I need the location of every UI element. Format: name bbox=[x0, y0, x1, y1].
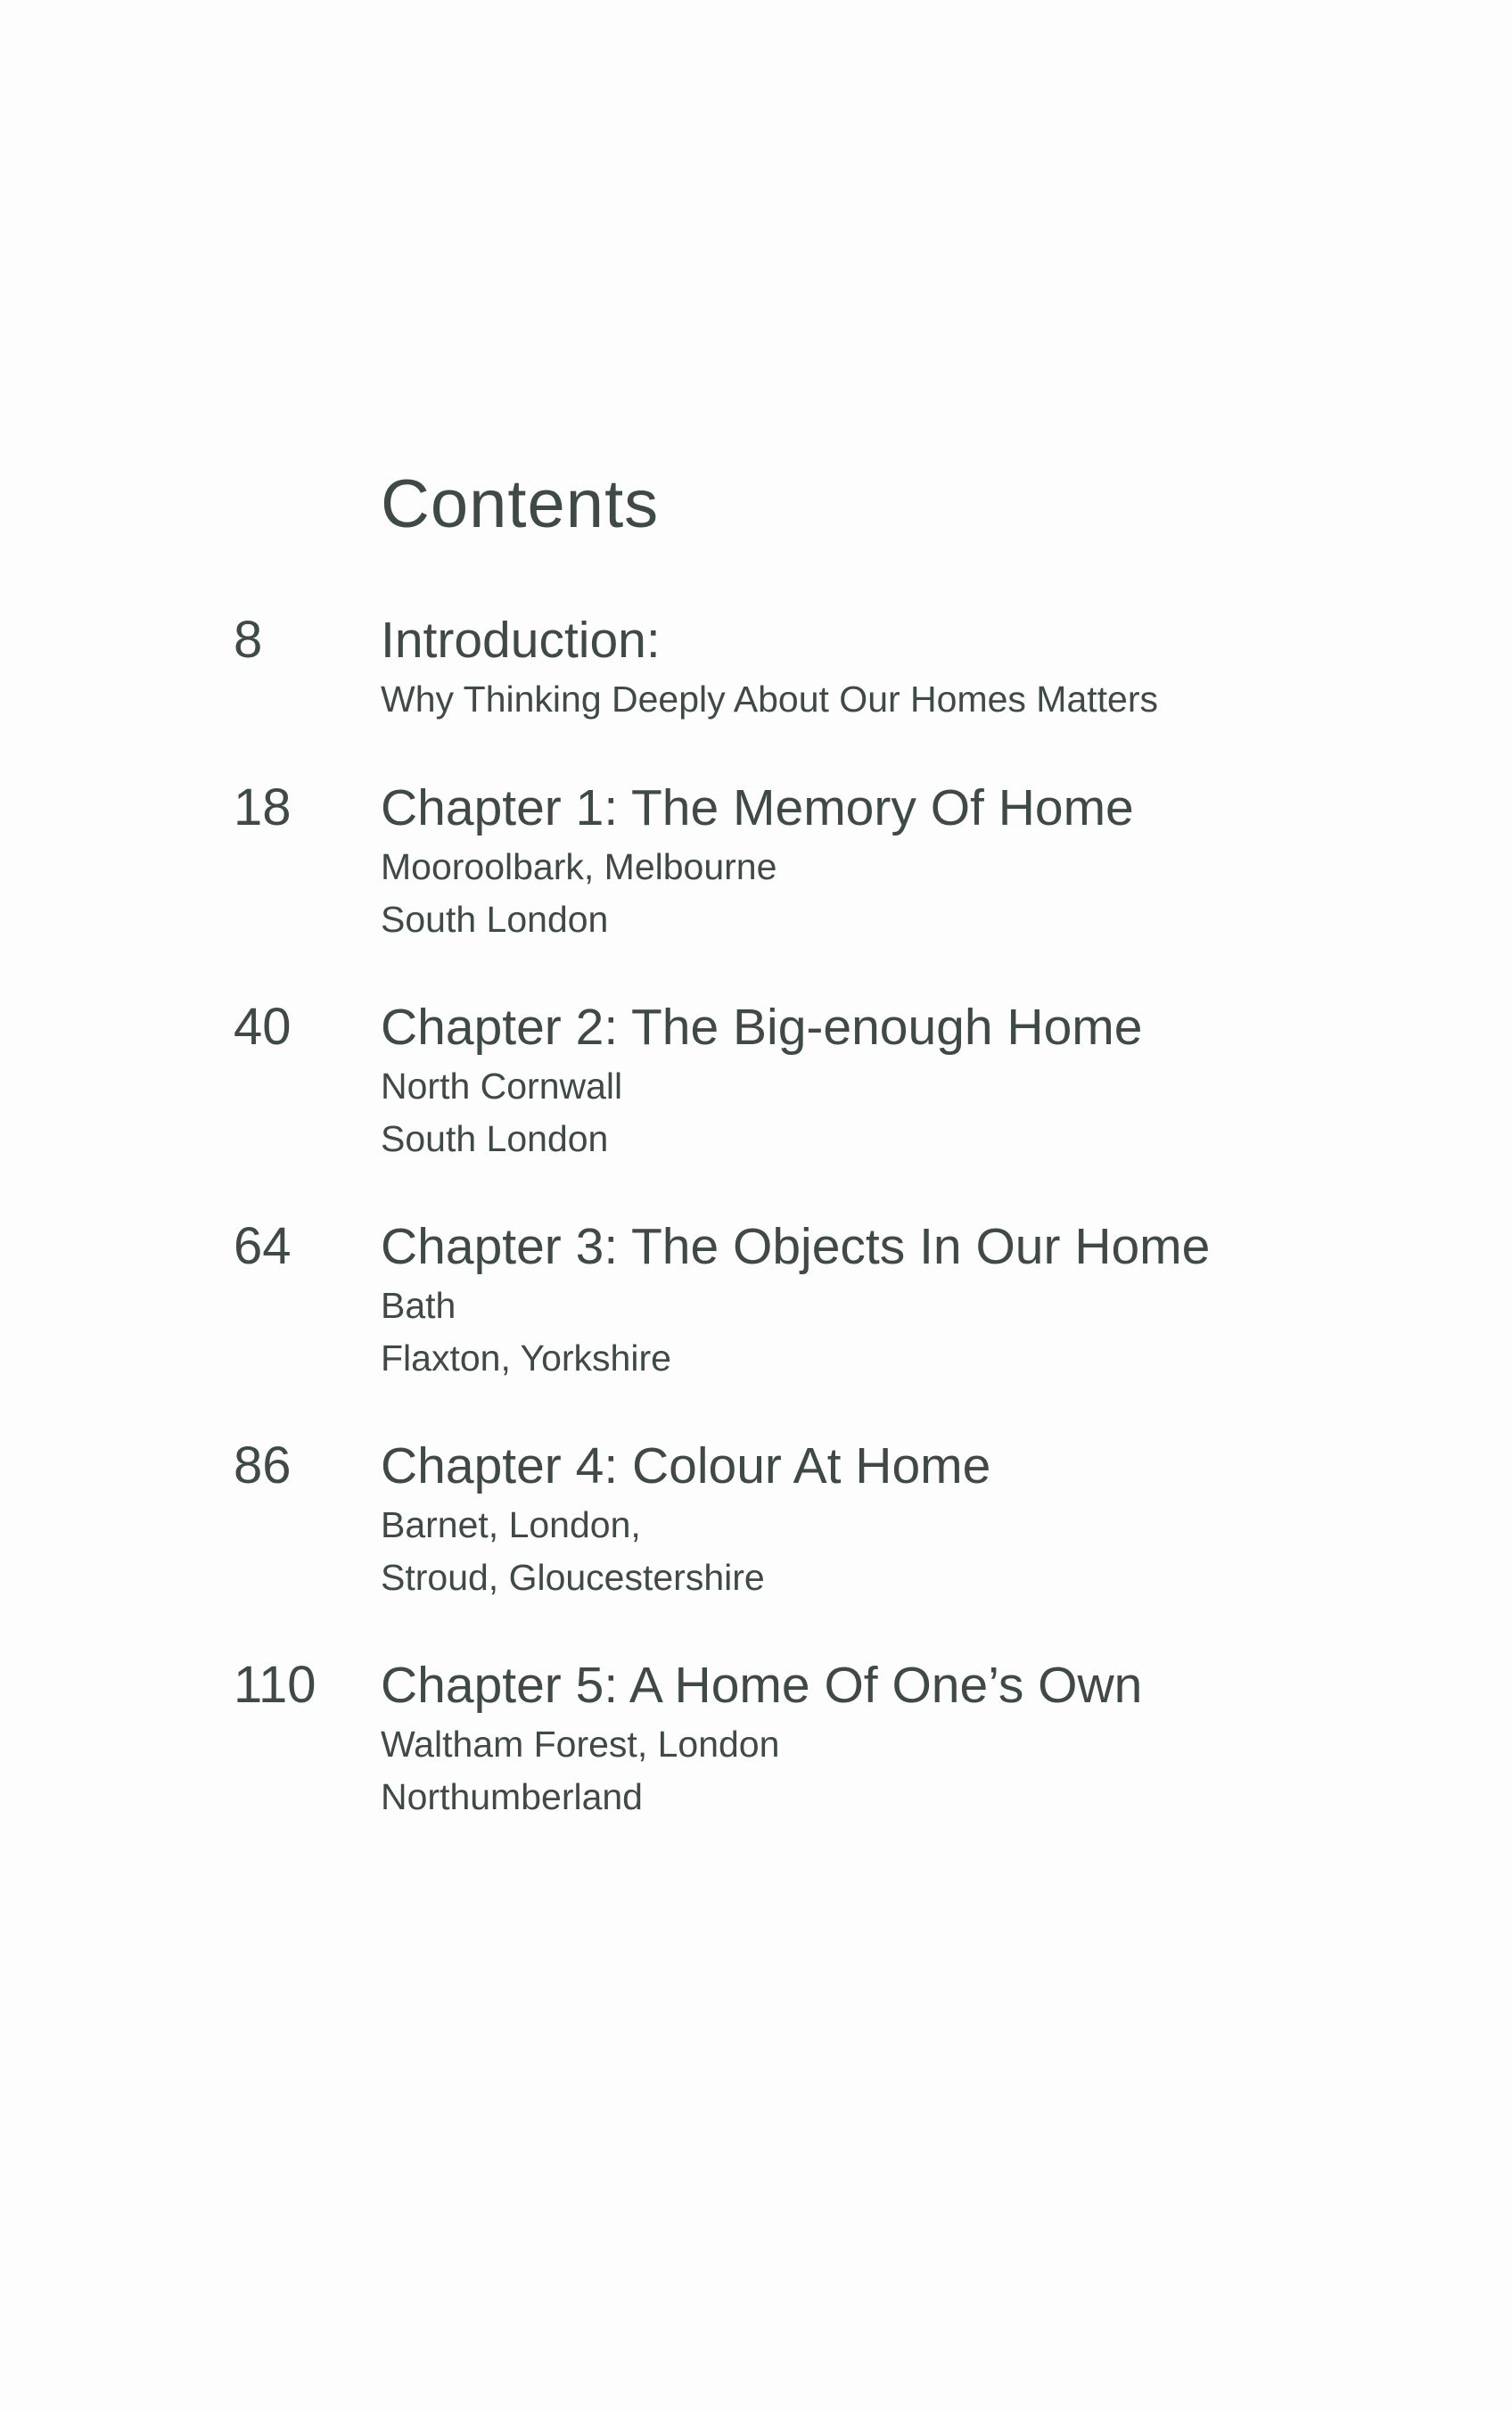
entry-location: Bath bbox=[381, 1285, 456, 1326]
entry-heading: Chapter 2: The Big-enough Home bbox=[381, 999, 1143, 1056]
entry-location: Waltham Forest, London bbox=[381, 1724, 780, 1765]
entry-heading: Introduction: bbox=[381, 612, 661, 669]
entry-location: Stroud, Gloucestershire bbox=[381, 1557, 765, 1598]
entry-location: North Cornwall bbox=[381, 1066, 623, 1107]
entry-location: South London bbox=[381, 1118, 609, 1159]
entry-location: Flaxton, Yorkshire bbox=[381, 1338, 671, 1379]
page-number: 86 bbox=[234, 1436, 292, 1494]
entry-heading: Chapter 3: The Objects In Our Home bbox=[381, 1218, 1211, 1275]
page-number: 110 bbox=[234, 1656, 316, 1714]
entry-location: Barnet, London, bbox=[381, 1504, 641, 1545]
page-title: Contents bbox=[381, 466, 660, 542]
entry-heading: Chapter 1: The Memory Of Home bbox=[381, 779, 1134, 836]
entry-location: Mooroolbark, Melbourne bbox=[381, 846, 777, 887]
entry-location: Northumberland bbox=[381, 1776, 643, 1817]
page-number: 18 bbox=[234, 778, 292, 836]
page-number: 40 bbox=[234, 998, 292, 1056]
entry-subtitle: Why Thinking Deeply About Our Homes Matters bbox=[381, 679, 1158, 720]
entry-heading: Chapter 4: Colour At Home bbox=[381, 1437, 991, 1494]
entry-location: South London bbox=[381, 899, 609, 940]
entry-heading: Chapter 5: A Home Of One’s Own bbox=[381, 1657, 1143, 1714]
page-number: 64 bbox=[234, 1217, 292, 1275]
page-number: 8 bbox=[234, 611, 263, 669]
